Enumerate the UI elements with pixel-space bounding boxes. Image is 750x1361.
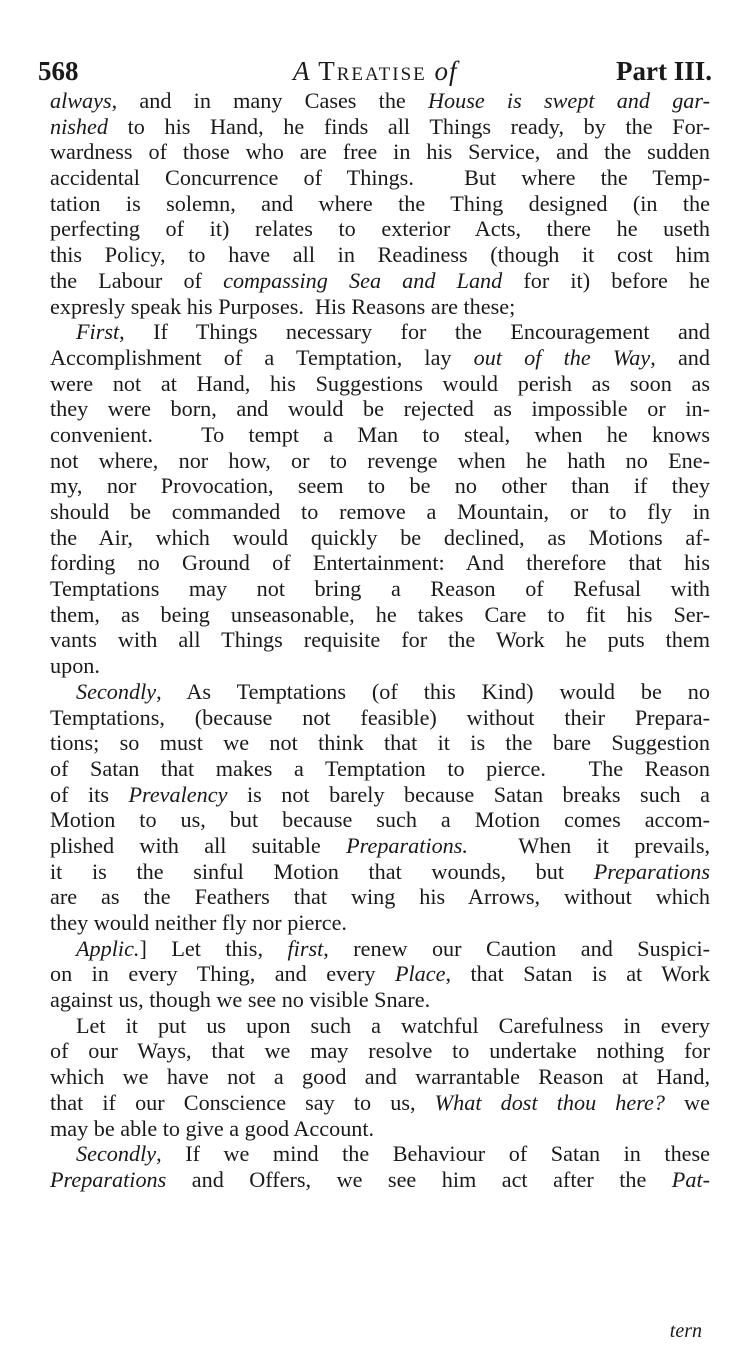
italic-text-segment: Prevalency (128, 781, 228, 807)
text-line (50, 294, 710, 320)
text-segment: of Satan that makes a Temptation to pierce. The Reason (50, 755, 710, 781)
text-segment: , If we mind the Behaviour of Satan in these (156, 1141, 710, 1167)
italic-text-segment: What dost thou here? (434, 1089, 665, 1115)
italic-text-segment: first (287, 935, 324, 961)
running-title-main: Treatise (318, 56, 427, 86)
italic-text-segment: nished (50, 113, 108, 139)
text-segment: , and (650, 344, 710, 370)
text-line (50, 165, 710, 191)
text-segment: plished with all suitable (50, 832, 347, 858)
text-segment: they would neither fly nor pierce. (50, 910, 347, 935)
body-text (50, 88, 710, 1193)
italic-text-segment: always (50, 88, 112, 113)
text-segment: of its (50, 781, 129, 807)
text-segment: expresly speak his Purposes. His Reasons are these; (50, 293, 516, 319)
italic-text-segment: Place (394, 961, 446, 987)
text-segment: which we have not a good and warrantable Reason at Hand, (50, 1064, 710, 1090)
text-segment: are as the Feathers that wing his Arrows, without which (50, 884, 710, 910)
italic-text-segment: House is swept and gar- (428, 88, 710, 113)
text-segment: accidental Concurrence of Things. But where the Temp- (50, 165, 710, 191)
text-line (50, 679, 710, 705)
text-segment: the Labour of (50, 267, 224, 293)
running-title-prefix: A (293, 56, 311, 86)
text-segment: When it prevails, (467, 832, 710, 858)
catchword: tern (669, 1320, 702, 1342)
text-line (50, 627, 710, 653)
text-line (50, 473, 710, 499)
text-line (50, 1167, 710, 1193)
text-segment: is not barely because Satan breaks such a (227, 781, 710, 807)
text-line (50, 396, 710, 422)
text-segment: we (665, 1089, 710, 1115)
text-segment: that if our Conscience say to us, (50, 1089, 435, 1115)
text-segment: may be able to give a good Account. (50, 1115, 375, 1141)
italic-text-segment: Preparations (593, 858, 710, 884)
text-line (50, 653, 710, 679)
text-line (50, 345, 710, 371)
text-line (50, 242, 710, 268)
text-line (50, 1090, 710, 1116)
text-segment: convenient. To tempt a Man to steal, when he knows (50, 421, 710, 447)
text-segment: wardness of those who are free in his Service, and the sudden (50, 139, 710, 165)
italic-text-segment: Applic. (76, 935, 140, 961)
text-line (50, 371, 710, 397)
text-line (50, 884, 710, 910)
text-line (50, 268, 710, 294)
text-line (50, 961, 710, 987)
text-line (50, 987, 710, 1013)
text-line (50, 1141, 710, 1167)
text-line (50, 833, 710, 859)
text-segment: on in every Thing, and every (50, 961, 395, 987)
text-segment: upon. (50, 653, 100, 679)
text-segment: to his Hand, he finds all Things ready, by the For- (107, 113, 710, 139)
text-segment: , that Satan is at Work (445, 961, 711, 987)
text-line (50, 705, 710, 731)
running-title-suffix: of (434, 56, 458, 86)
page-header (38, 54, 712, 88)
part-label: Part III. (616, 56, 712, 86)
italic-text-segment: compassing Sea and Land (223, 267, 503, 293)
text-line (50, 1116, 710, 1142)
italic-text-segment: First (76, 319, 120, 345)
text-line (50, 1038, 710, 1064)
text-line (50, 422, 710, 448)
text-line (50, 859, 710, 885)
text-line (50, 602, 710, 628)
text-segment: against us, though we see no visible Snare. (50, 987, 431, 1013)
text-line (50, 756, 710, 782)
text-segment: , and in many Cases the (111, 88, 428, 113)
text-segment: fording no Ground of Entertainment: And therefore that his (50, 550, 710, 576)
page-number: 568 (38, 56, 79, 86)
text-segment: Temptations may not bring a Reason of Refusal with (50, 576, 710, 602)
text-segment: this Policy, to have all in Readiness (though it cost him (50, 242, 710, 268)
italic-text-segment: out of the Way (473, 344, 651, 370)
text-segment: tions; so must we not think that it is the bare Suggestion (50, 730, 710, 756)
text-segment: Motion to us, but because such a Motion comes accom- (50, 807, 710, 833)
text-segment: it is the sinful Motion that wounds, but (50, 858, 594, 884)
text-line (50, 139, 710, 165)
text-segment: for it) before he (502, 267, 710, 293)
text-segment: Accomplishment of a Temptation, lay (50, 344, 474, 370)
text-segment: not where, nor how, or to revenge when he hath no Ene- (50, 447, 710, 473)
text-line (50, 448, 710, 474)
text-line (50, 936, 710, 962)
text-line (50, 525, 710, 551)
text-line (50, 319, 710, 345)
text-segment: them, as being unseasonable, he takes Care to fit his Ser- (50, 601, 710, 627)
running-title (293, 54, 458, 88)
text-line (50, 1013, 710, 1039)
text-segment: should be commanded to remove a Mountain, or to fly in (50, 499, 710, 524)
text-segment: Let it put us upon such a watchful Carefulness in every (76, 1012, 710, 1038)
text-line (50, 216, 710, 242)
text-segment: and Offers, we see him act after the (166, 1166, 672, 1192)
text-line (50, 782, 710, 808)
text-segment: vants with all Things requisite for the Work he puts them (50, 627, 710, 653)
text-segment: , If Things necessary for the Encouragement and (119, 319, 710, 345)
text-segment: of our Ways, that we may resolve to undertake nothing for (50, 1038, 710, 1064)
text-line (50, 191, 710, 217)
text-line (50, 730, 710, 756)
text-line (50, 499, 710, 525)
text-segment: were not at Hand, his Suggestions would perish as soon as (50, 370, 710, 396)
text-segment: , renew our Caution and Suspici- (323, 935, 711, 961)
italic-text-segment: Preparations (50, 1166, 167, 1192)
text-segment: , As Temptations (of this Kind) would be no (156, 678, 710, 704)
italic-text-segment: Secondly (76, 678, 157, 704)
text-segment: the Air, which would quickly be declined, as Motions af- (50, 524, 710, 550)
text-segment: Temptations, (because not feasible) without their Prepara- (50, 704, 710, 730)
italic-text-segment: Secondly (76, 1141, 157, 1167)
text-line (50, 88, 710, 114)
text-line (50, 1064, 710, 1090)
text-line (50, 807, 710, 833)
text-segment: tation is solemn, and where the Thing designed (in the (50, 190, 710, 216)
text-line (50, 114, 710, 140)
text-line (50, 910, 710, 936)
text-segment: they were born, and would be rejected as impossible or in- (50, 396, 710, 422)
text-line (50, 576, 710, 602)
italic-text-segment: Preparations. (346, 832, 468, 858)
text-segment: perfecting of it) relates to exterior Acts, there he useth (50, 216, 710, 242)
italic-text-segment: Pat- (671, 1166, 710, 1192)
text-line (50, 550, 710, 576)
text-segment: ] Let this, (139, 935, 288, 961)
text-segment: my, nor Provocation, seem to be no other than if they (50, 473, 710, 499)
